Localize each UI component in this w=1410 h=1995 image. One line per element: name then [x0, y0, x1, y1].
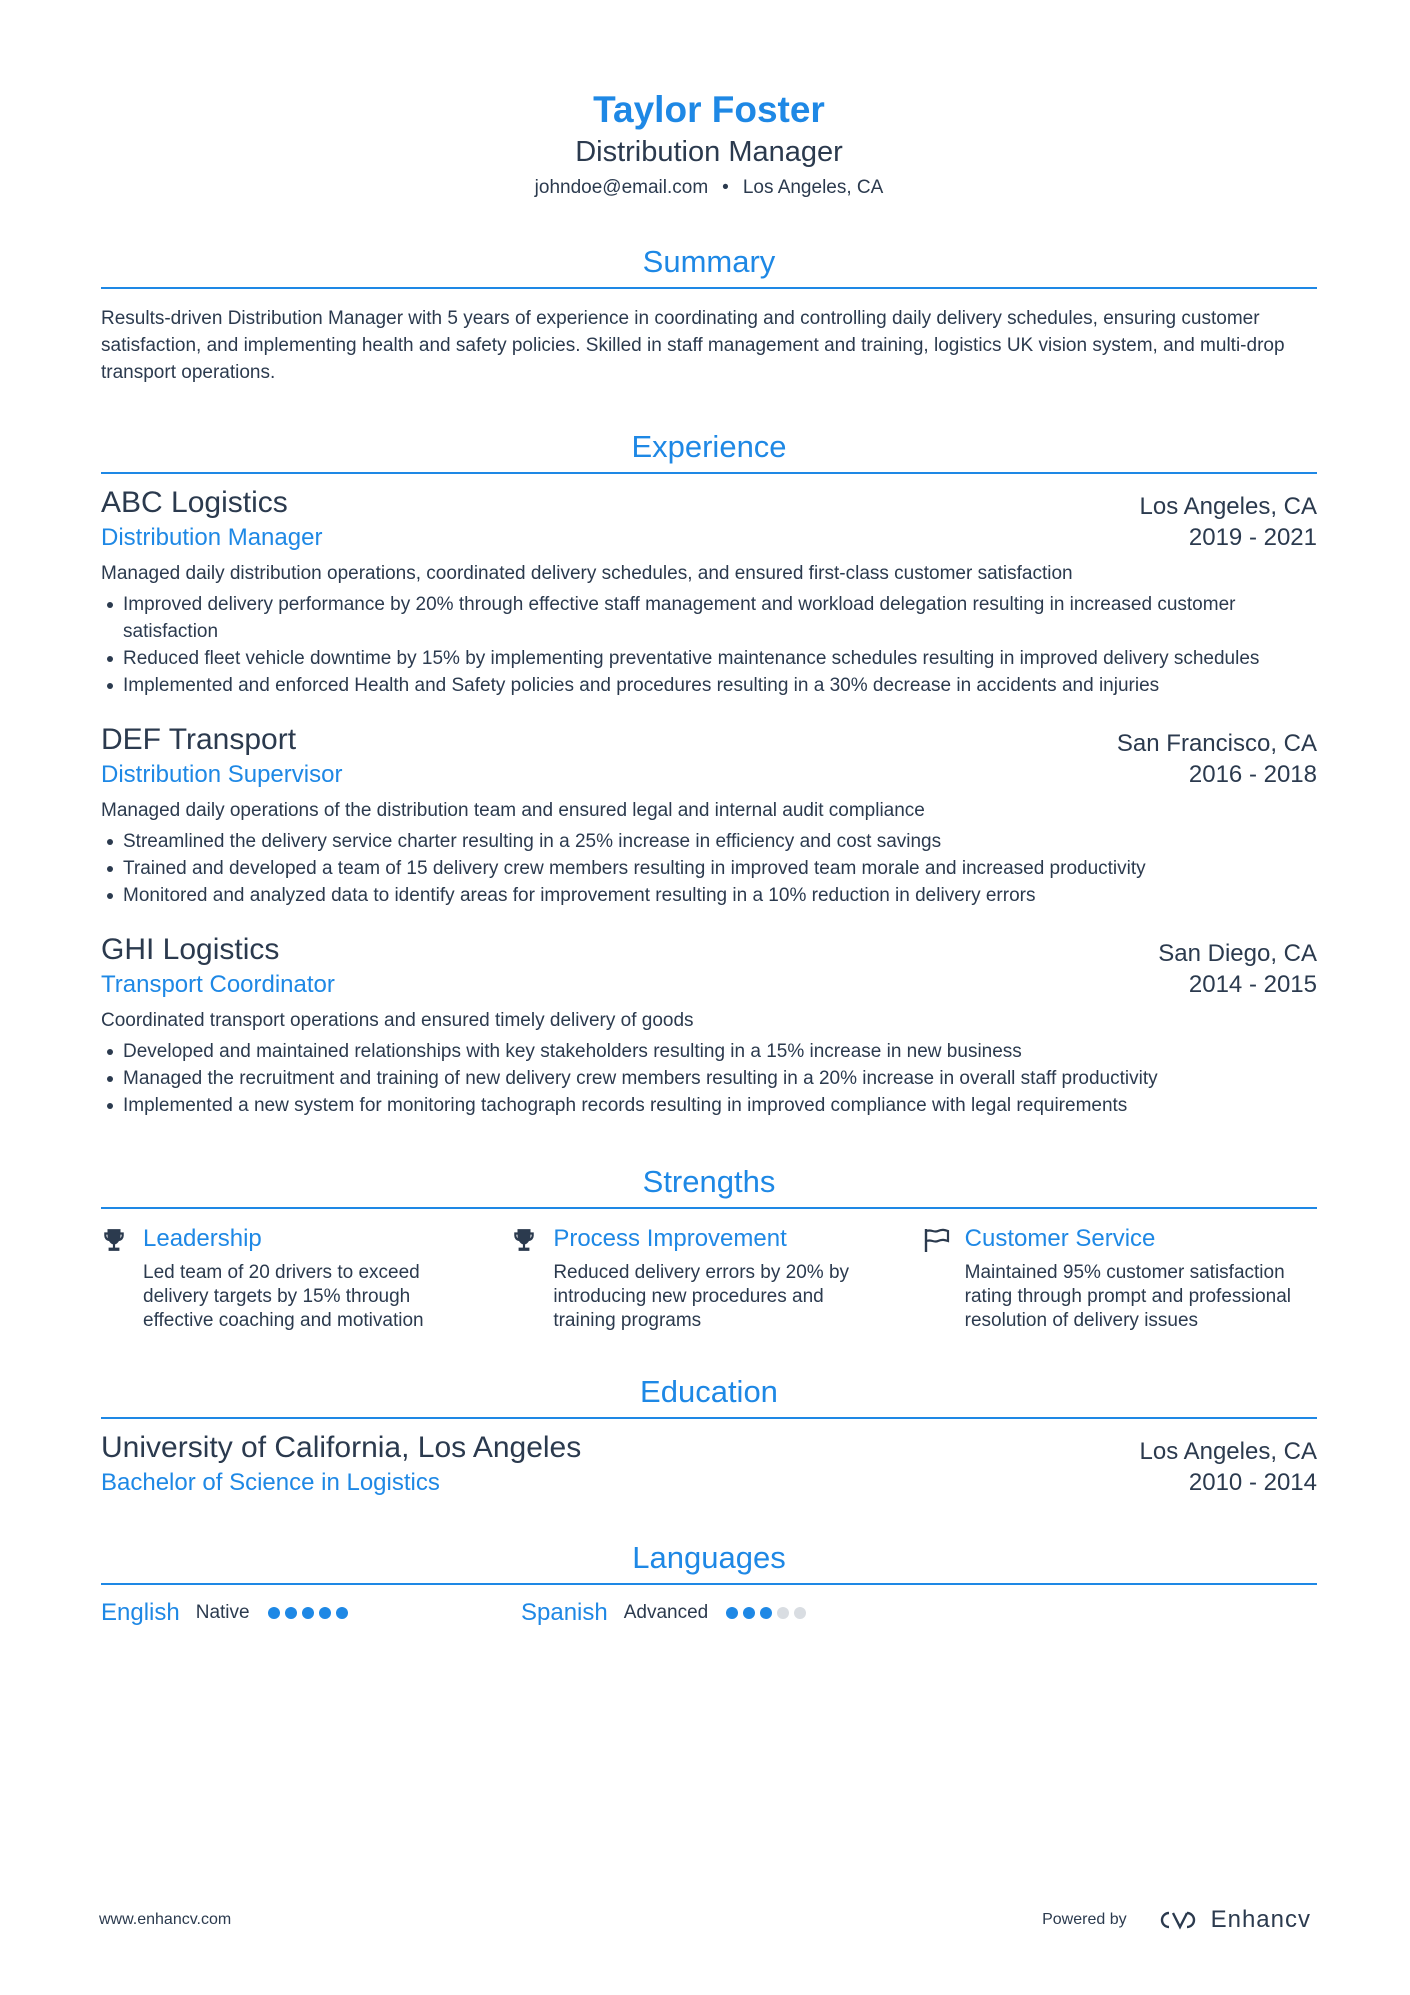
strength-item	[101, 1223, 495, 1333]
resume-page	[101, 88, 1317, 1627]
footer	[99, 1906, 1311, 1934]
job-title: Distribution Supervisor	[101, 761, 343, 788]
strength-item	[923, 1223, 1317, 1333]
section-title-languages: Languages	[101, 1539, 1317, 1585]
education-dates: 2010 - 2014	[1188, 1469, 1317, 1496]
education-section	[101, 1373, 1317, 1499]
section-title-strengths: Strengths	[101, 1163, 1317, 1209]
strength-description: Reduced delivery errors by 20% by introducing new procedures and training programs	[553, 1262, 850, 1331]
experience-entry	[101, 484, 1317, 699]
footer-url[interactable]: www.enhancv.com	[99, 1911, 232, 1928]
strengths-section	[101, 1163, 1317, 1333]
job-location: Los Angeles, CA	[1139, 493, 1317, 520]
job-description: Managed daily operations of the distribution team and ensured legal and internal audit compliance	[101, 800, 925, 821]
bullet-item: Trained and developed a team of 15 delivery crew members resulting in improved team morale and increased productivity	[101, 855, 1317, 882]
job-bullets	[101, 591, 1317, 699]
job-title: Transport Coordinator	[101, 971, 335, 998]
candidate-role: Distribution Manager	[575, 136, 843, 168]
section-title-education: Education	[101, 1373, 1317, 1419]
experience-entry	[101, 931, 1317, 1119]
job-location: San Diego, CA	[1158, 940, 1317, 967]
section-title-experience: Experience	[101, 428, 1317, 474]
experience-entry	[101, 721, 1317, 909]
bullet-item: Developed and maintained relationships with key stakeholders resulting in a 15% increase in new business	[101, 1038, 1317, 1065]
strength-title: Leadership	[143, 1225, 262, 1252]
rating-dot	[319, 1607, 331, 1619]
resume-header	[101, 88, 1317, 200]
language-item	[521, 1599, 941, 1627]
job-bullets	[101, 828, 1317, 909]
rating-dot	[285, 1607, 297, 1619]
language-level: Native	[195, 1602, 250, 1623]
strength-description: Led team of 20 drivers to exceed delivery targets by 15% through effective coaching and motivation	[143, 1262, 424, 1331]
rating-dot	[268, 1607, 280, 1619]
contact-line	[101, 176, 1317, 200]
candidate-name: Taylor Foster	[593, 89, 825, 130]
job-dates: 2016 - 2018	[1188, 761, 1317, 788]
brand-name: Enhancv	[1210, 1906, 1311, 1933]
contact-location: Los Angeles, CA	[742, 177, 884, 198]
bullet-item: Managed the recruitment and training of new delivery crew members resulting in a 20% increase in overall staff productivity	[101, 1065, 1317, 1092]
language-rating	[268, 1607, 353, 1619]
job-dates: 2014 - 2015	[1188, 971, 1317, 998]
flag-icon	[923, 1223, 965, 1333]
degree: Bachelor of Science in Logistics	[101, 1469, 440, 1496]
summary-text: Results-driven Distribution Manager with 5 years of experience in coordinating and controlling daily delivery schedules, ensuring customer satisfaction, and implementing health and safety policies. Skilled in staff management and training, logistics UK vision system, and multi-drop transport operations.	[101, 308, 1285, 383]
trophy-icon	[101, 1223, 143, 1333]
language-item	[101, 1599, 521, 1627]
school-name: University of California, Los Angeles	[101, 1431, 582, 1464]
job-dates: 2019 - 2021	[1188, 524, 1317, 551]
languages-section	[101, 1539, 1317, 1627]
contact-separator: •	[722, 177, 729, 198]
company-name: GHI Logistics	[101, 933, 280, 966]
bullet-item: Improved delivery performance by 20% through effective staff management and workload delegation resulting in increased customer satisfaction	[101, 591, 1317, 645]
company-name: ABC Logistics	[101, 486, 288, 519]
bullet-item: Implemented a new system for monitoring tachograph records resulting in improved compliance with legal requirements	[101, 1092, 1317, 1119]
job-bullets	[101, 1038, 1317, 1119]
rating-dot	[336, 1607, 348, 1619]
bullet-item: Monitored and analyzed data to identify areas for improvement resulting in a 10% reduction in delivery errors	[101, 882, 1317, 909]
rating-dot	[743, 1607, 755, 1619]
job-description: Coordinated transport operations and ensured timely delivery of goods	[101, 1010, 694, 1031]
strength-description: Maintained 95% customer satisfaction rating through prompt and professional resolution of delivery issues	[964, 1262, 1292, 1331]
rating-dot	[726, 1607, 738, 1619]
trophy-icon	[511, 1223, 553, 1333]
company-name: DEF Transport	[101, 723, 297, 756]
enhancv-logo-icon	[1155, 1909, 1201, 1931]
bullet-item: Reduced fleet vehicle downtime by 15% by implementing preventative maintenance schedules resulting in improved delivery schedules	[101, 645, 1317, 672]
rating-dot	[794, 1607, 806, 1619]
experience-section	[101, 428, 1317, 1119]
powered-by	[1042, 1906, 1311, 1934]
language-name: English	[101, 1599, 180, 1626]
language-level: Advanced	[623, 1602, 709, 1623]
rating-dot	[777, 1607, 789, 1619]
language-name: Spanish	[521, 1599, 608, 1626]
job-location: San Francisco, CA	[1116, 730, 1317, 757]
summary-section	[101, 243, 1317, 386]
bullet-item: Implemented and enforced Health and Safety policies and procedures resulting in a 30% decrease in accidents and injuries	[101, 672, 1317, 699]
job-title: Distribution Manager	[101, 524, 323, 551]
language-rating	[726, 1607, 811, 1619]
job-description: Managed daily distribution operations, coordinated delivery schedules, and ensured first-class customer satisfaction	[101, 563, 1073, 584]
school-location: Los Angeles, CA	[1139, 1438, 1317, 1465]
section-title-summary: Summary	[101, 243, 1317, 289]
bullet-item: Streamlined the delivery service charter resulting in a 25% increase in efficiency and cost savings	[101, 828, 1317, 855]
rating-dot	[760, 1607, 772, 1619]
education-entry	[101, 1429, 1317, 1499]
strength-title: Process Improvement	[553, 1225, 787, 1252]
rating-dot	[302, 1607, 314, 1619]
contact-email[interactable]: johndoe@email.com	[534, 177, 709, 198]
strength-item	[511, 1223, 905, 1333]
powered-by-label: Powered by	[1042, 1911, 1127, 1928]
strength-title: Customer Service	[964, 1225, 1156, 1252]
